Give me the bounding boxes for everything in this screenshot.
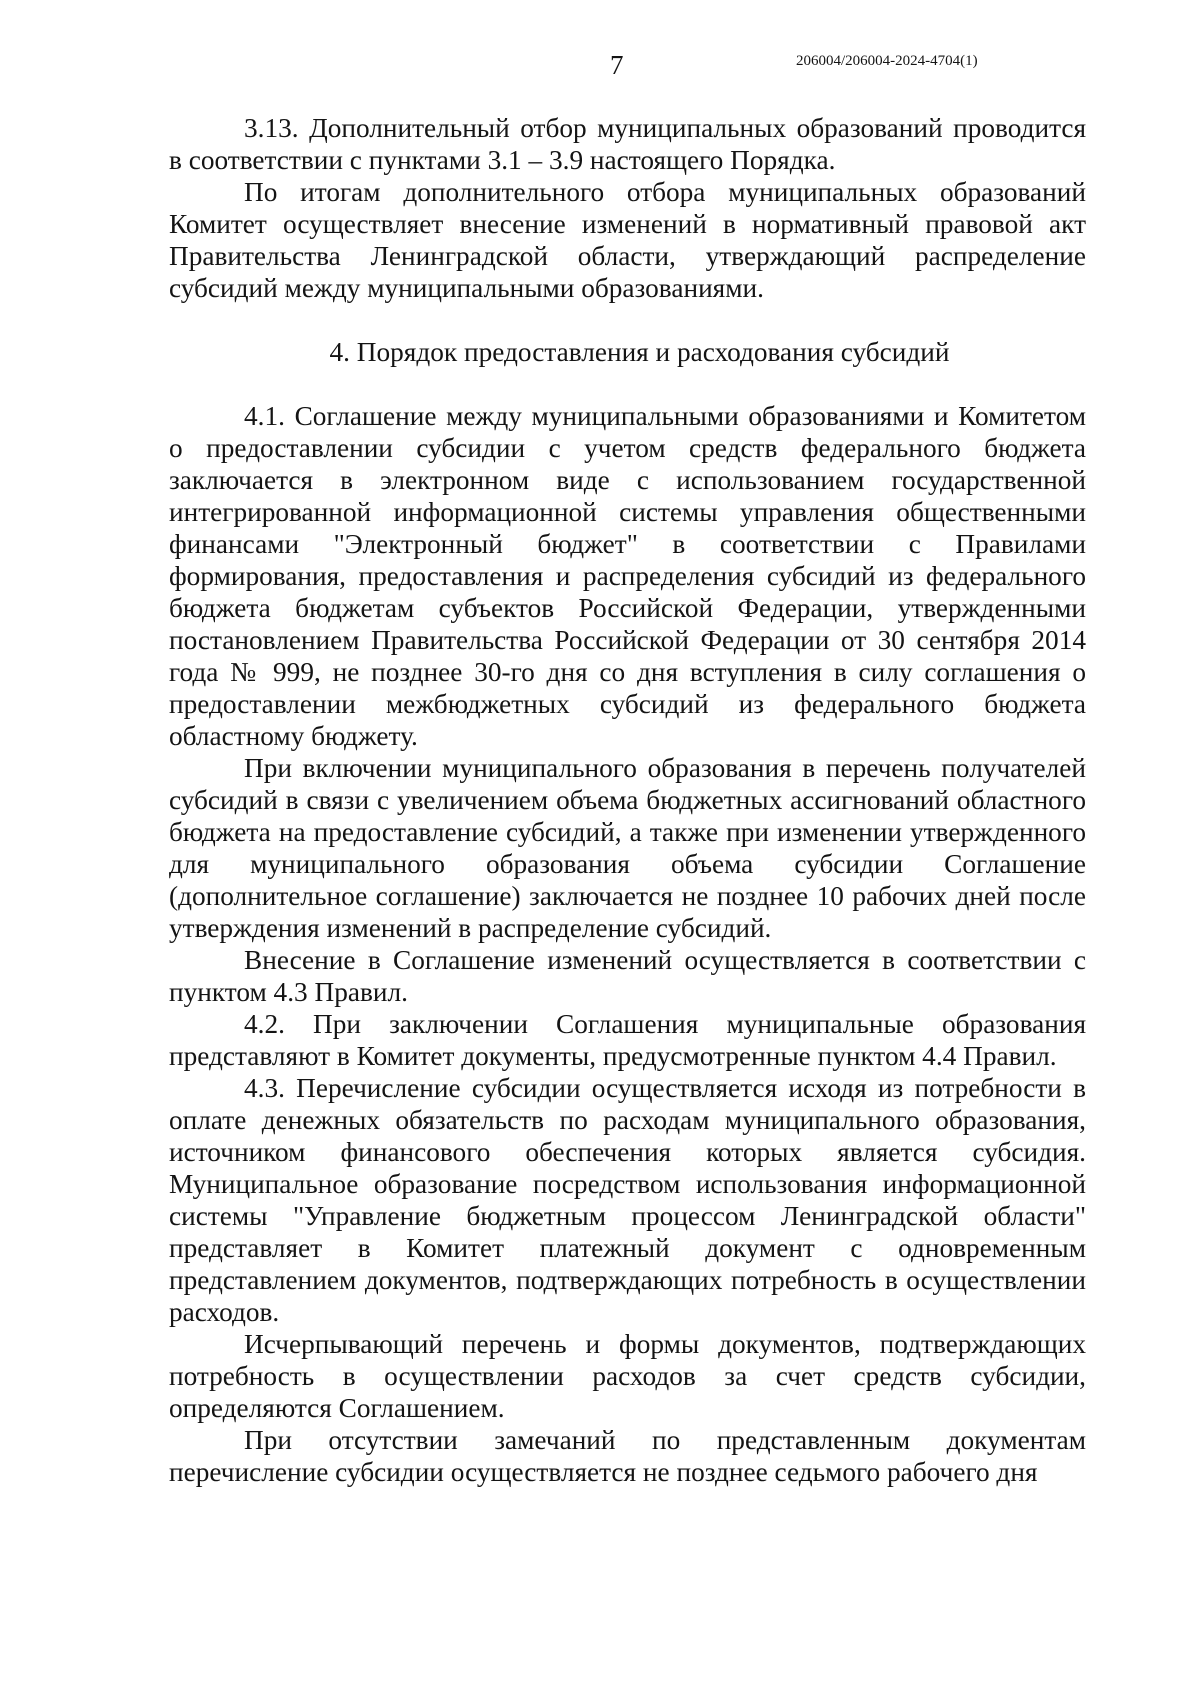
- paragraph-amendments: Внесение в Соглашение изменений осуществляется в соответствии с пунктом 4.3 Правил.: [169, 945, 1086, 1007]
- paragraph-4-2: 4.2. При заключении Соглашения муниципальные образования представляют в Комитет документы, предусмотренные пунктом 4.4 Правил.: [169, 1009, 1086, 1071]
- spacer: [169, 304, 1086, 336]
- paragraph-transfer-deadline: При отсутствии замечаний по представленным документам перечисление субсидии осуществляется не позднее седьмого рабочего дня: [169, 1425, 1086, 1487]
- document-body: [169, 112, 1086, 1488]
- paragraph-3-13: 3.13. Дополнительный отбор муниципальных образований проводится в соответствии с пунктами 3.1 – 3.9 настоящего Порядка.: [169, 113, 1086, 175]
- page-number: 7: [610, 50, 624, 80]
- document-id: 206004/206004-2024-4704(1): [796, 53, 978, 69]
- paragraph-4-3: 4.3. Перечисление субсидии осуществляется исходя из потребности в оплате денежных обязательств по расходам муниципального образования, источником финансового обеспечения которых является субсидия. Муниципальное образование посредством использования информационной системы "Управление бюджетным процессом Ленинградской области" представляет в Комитет платежный документ с одновременным представлением документов, подтверждающих потребность в осуществлении расходов.: [169, 1073, 1086, 1327]
- paragraph-selection-results: По итогам дополнительного отбора муниципальных образований Комитет осуществляет внесение изменений в нормативный правовой акт Правительства Ленинградской области, утверждающий распределение субсидий между муниципальными образованиями.: [169, 177, 1086, 303]
- paragraph-4-1: 4.1. Соглашение между муниципальными образованиями и Комитетом о предоставлении субсидии с учетом средств федерального бюджета заключается в электронном виде с использованием государственной интегрированной информационной системы управления общественными финансами "Электронный бюджет" в соответствии с Правилами формирования, предоставления и распределения субсидий из федерального бюджета бюджетам субъектов Российской Федерации, утвержденными постановлением Правительства Российской Федерации от 30 сентября 2014 года № 999, не позднее 30-го дня со дня вступления в силу соглашения о предоставлении межбюджетных субсидий из федерального бюджета областному бюджету.: [169, 401, 1086, 751]
- section-heading: 4. Порядок предоставления и расходования субсидий: [329, 337, 950, 367]
- paragraph-inclusion: При включении муниципального образования в перечень получателей субсидий в связи с увеличением объема бюджетных ассигнований областного бюджета на предоставление субсидий, а также при изменении утвержденного для муниципального образования объема субсидии Соглашение (дополнительное соглашение) заключается не позднее 10 рабочих дней после утверждения изменений в распределение субсидий.: [169, 753, 1086, 943]
- paragraph-documents-list: Исчерпывающий перечень и формы документов, подтверждающих потребность в осуществлении расходов за счет средств субсидии, определяются Соглашением.: [169, 1329, 1086, 1423]
- spacer: [169, 368, 1086, 400]
